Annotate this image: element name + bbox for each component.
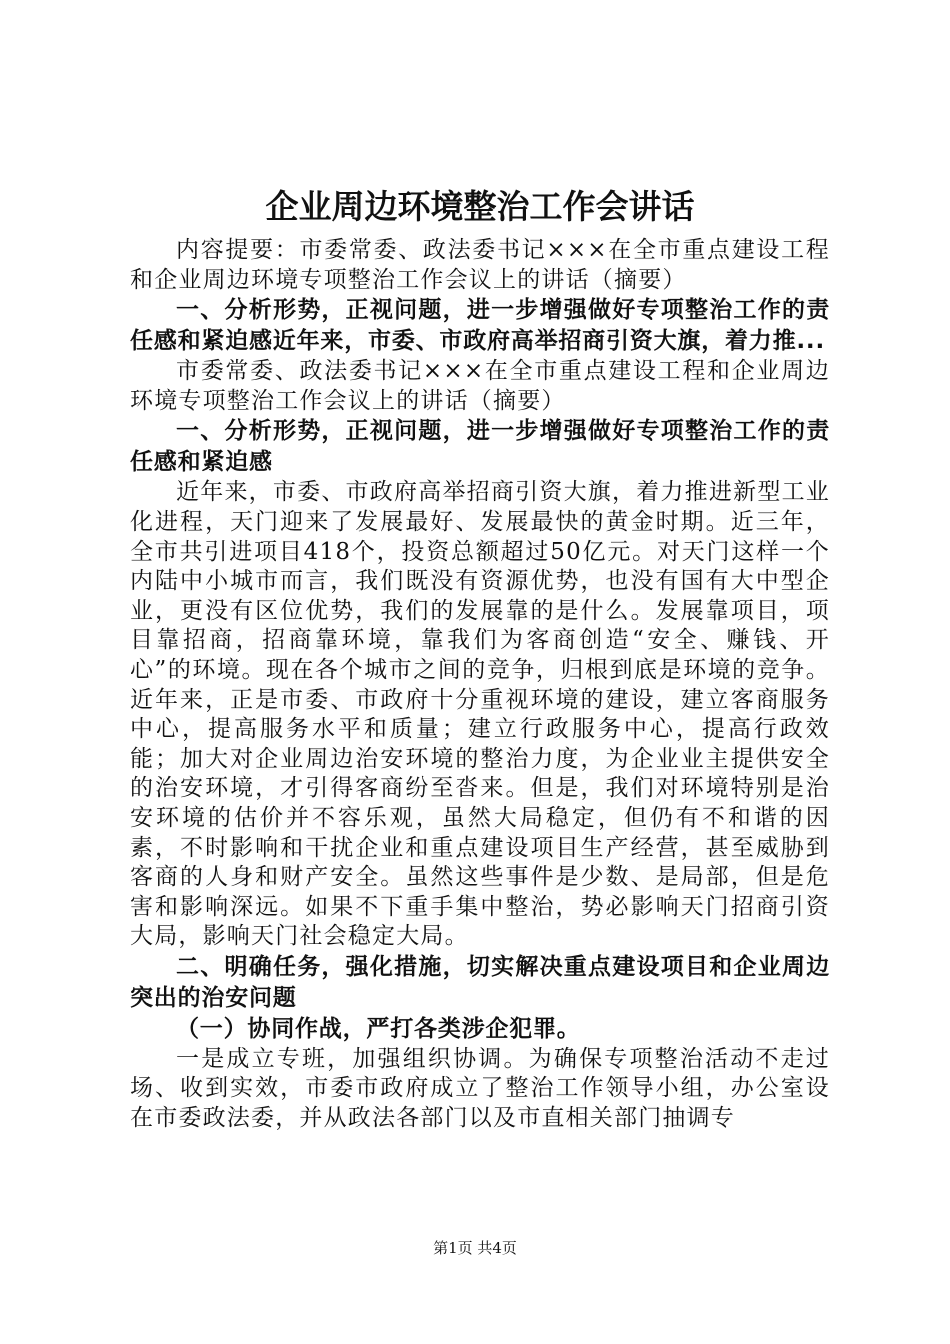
document-body xyxy=(130,236,830,1134)
heading-section-2: 二、明确任务，强化措施，切实解决重点建设项目和企业周边突出的治安问题 xyxy=(130,953,830,1011)
page-number: 第1页 共4页 xyxy=(433,1239,517,1257)
heading-subsection-1: （一）协同作战，严打各类涉企犯罪。 xyxy=(176,1015,581,1042)
paragraph-speaker: 市委常委、政法委书记×××在全市重点建设工程和企业周边环境专项整治工作会议上的讲话（摘要） xyxy=(130,358,830,414)
paragraph-environment: 近年来，市委、市政府高举招商引资大旗，着力推进新型工业化进程，天门迎来了发展最好、发展最快的黄金时期。近三年，全市共引进项目418个，投资总额超过50亿元。对天门这样一个内陆中小城市而言，我们既没有资源优势，也没有国有大中型企业，更没有区位优势，我们的发展靠的是什么。发展靠项目，项目靠招商，招商靠环境，靠我们为客商创造“安全、赚钱、开心”的环境。现在各个城市之间的竞争，归根到底是环境的竞争。近年来，正是市委、市政府十分重视环境的建设，建立客商服务中心，提高服务水平和质量；建立行政服务中心，提高行政效能；加大对企业周边治安环境的整治力度，为企业业主提供安全的治安环境，才引得客商纷至沓来。但是，我们对环境特别是治安环境的估价并不容乐观，虽然大局稳定，但仍有不和谐的因素，不时影响和干扰企业和重点建设项目生产经营，甚至威胁到客商的人身和财产安全。虽然这些事件是少数、是局部，但是危害和影响深远。如果不下重手集中整治，势必影响天门招商引资大局，影响天门社会稳定大局。 xyxy=(130,479,830,950)
paragraph-task-force: 一是成立专班，加强组织协调。为确保专项整治活动不走过场、收到实效，市委市政府成立了整治工作领导小组，办公室设在市委政法委，并从政法各部门以及市直相关部门抽调专 xyxy=(130,1045,830,1132)
heading-section-1-preview: 一、分析形势，正视问题，进一步增强做好专项整治工作的责任感和紧迫感近年来，市委、市政府高举招商引资大旗，着力推... xyxy=(130,297,830,355)
document-title: 企业周边环境整治工作会讲话 xyxy=(265,187,695,226)
paragraph-summary: 内容提要：市委常委、政法委书记×××在全市重点建设工程和企业周边环境专项整治工作会议上的讲话（摘要） xyxy=(130,237,830,293)
heading-section-1: 一、分析形势，正视问题，进一步增强做好专项整治工作的责任感和紧迫感 xyxy=(130,418,830,476)
